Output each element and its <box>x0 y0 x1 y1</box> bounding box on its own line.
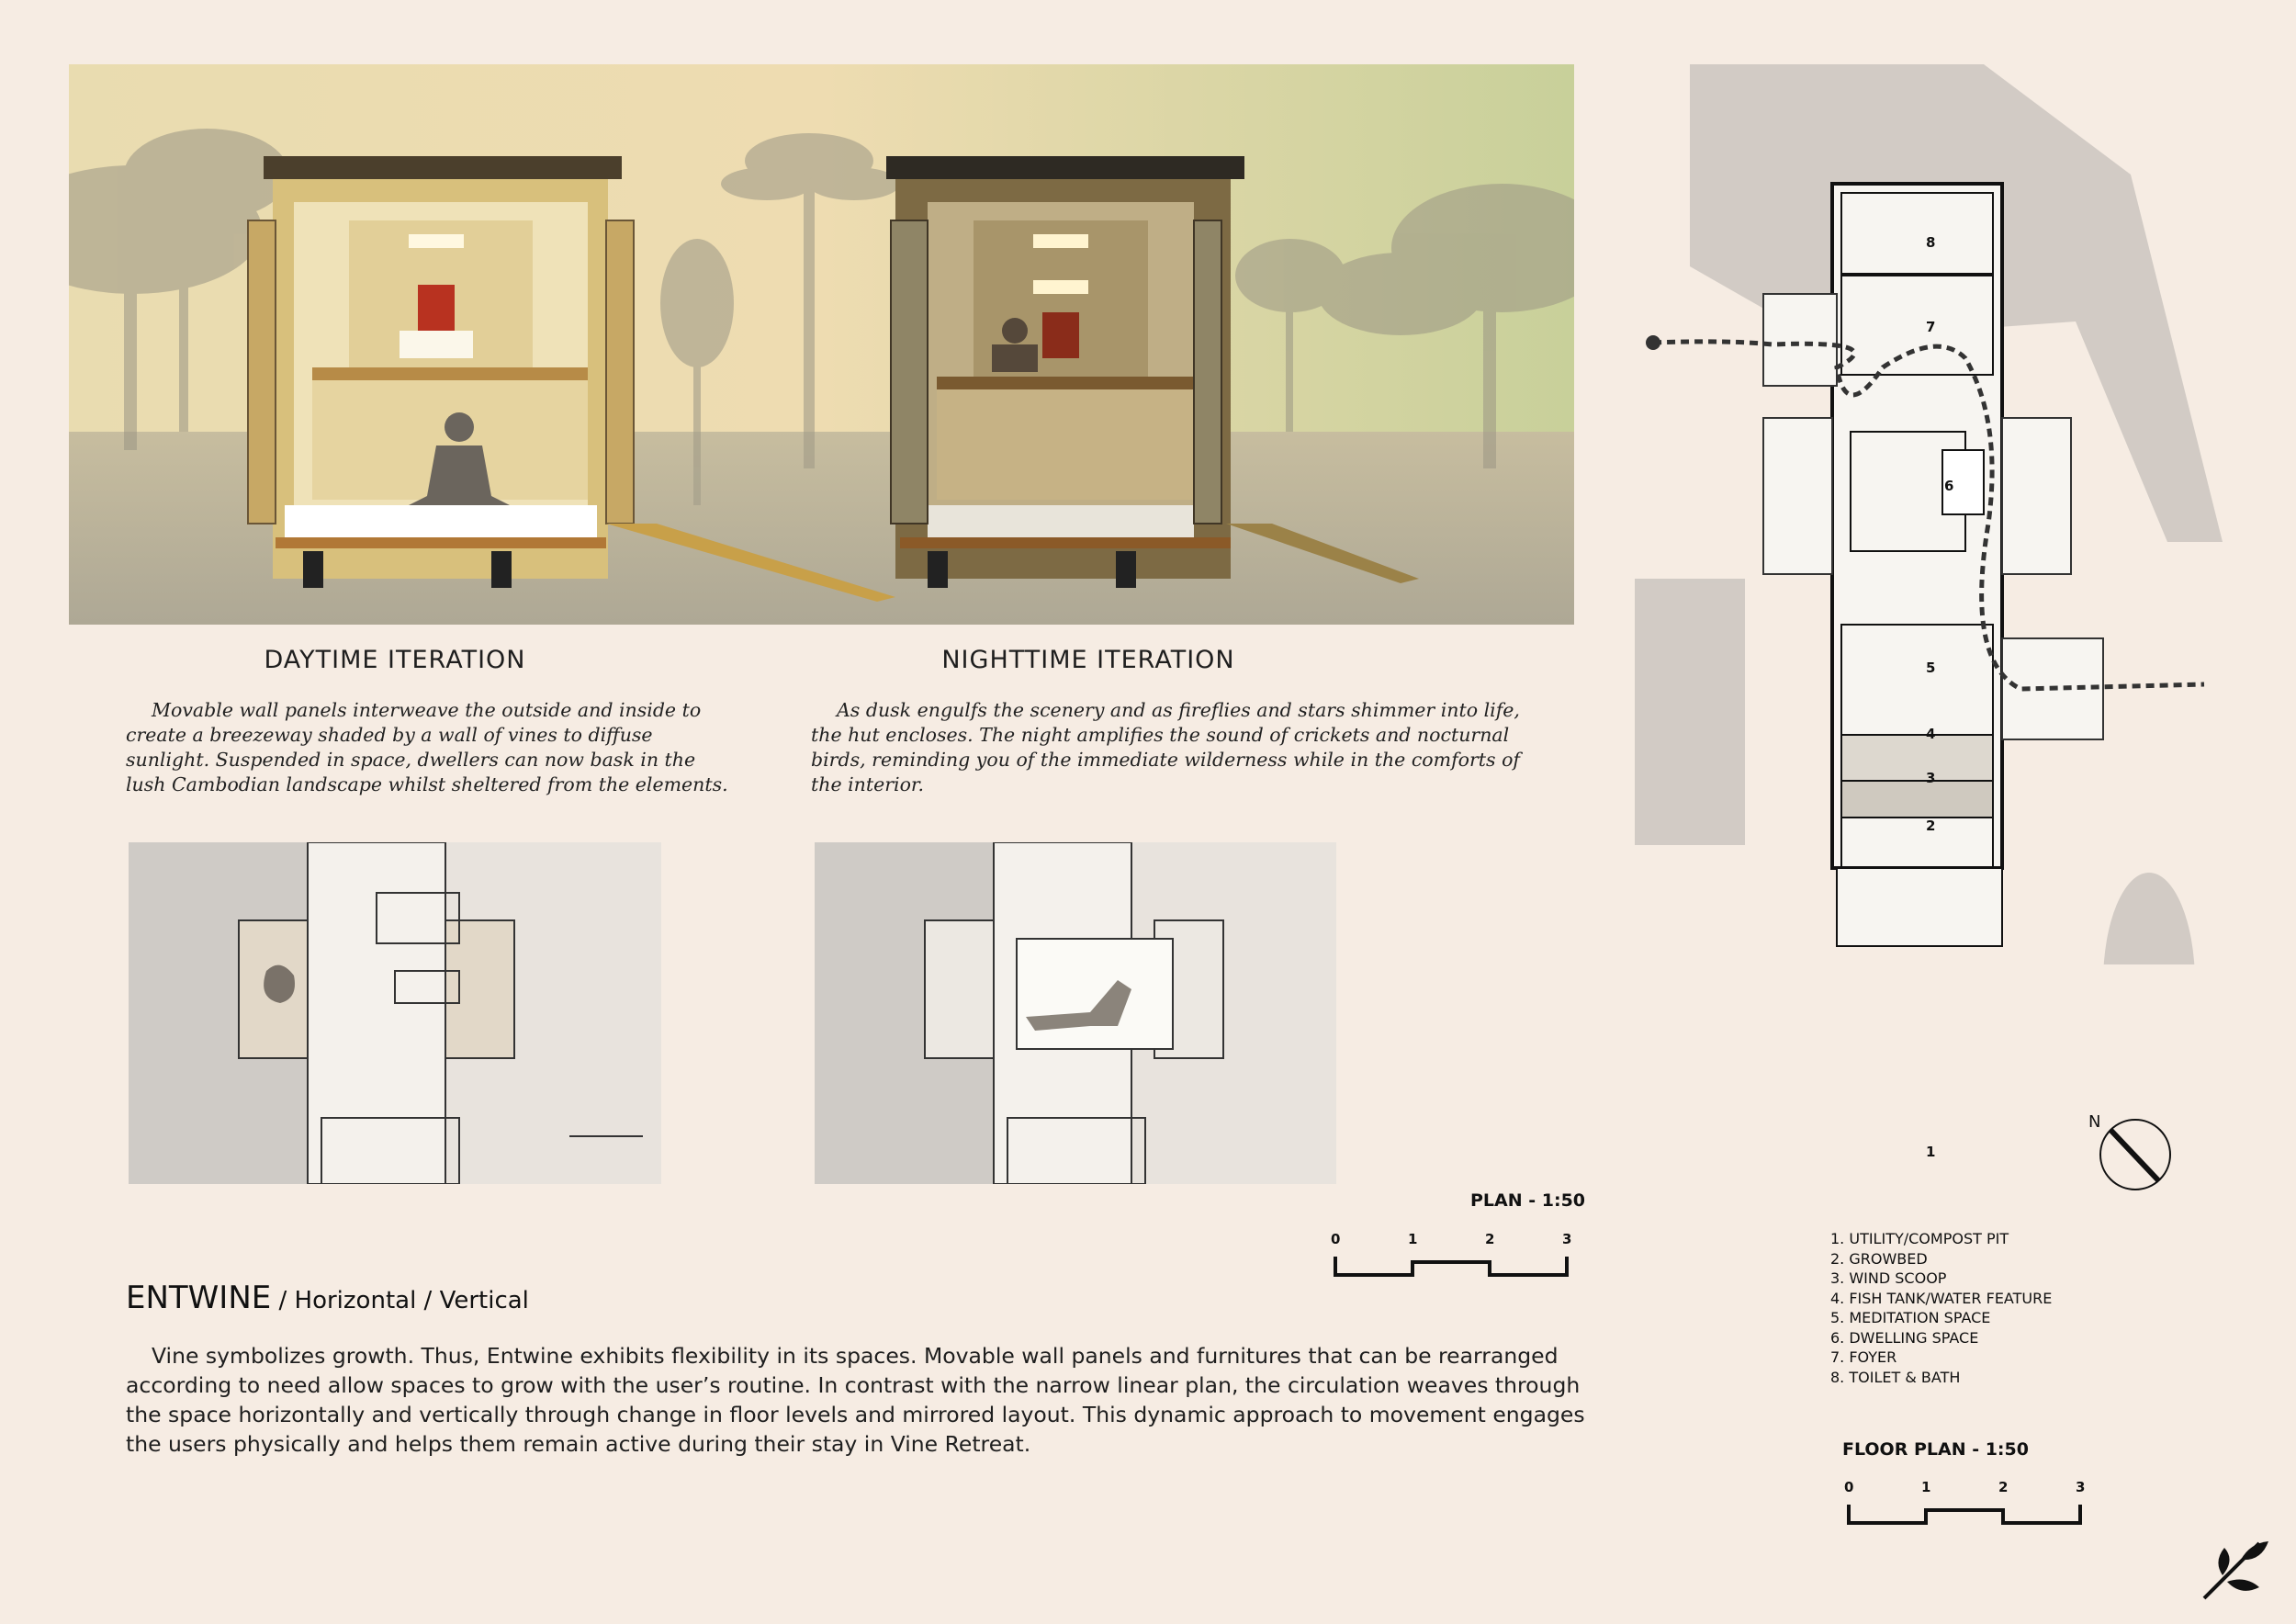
nighttime-caption-title: NIGHTTIME ITERATION <box>941 646 1235 674</box>
legend-item: 4. FISH TANK/WATER FEATURE <box>1830 1289 2053 1307</box>
legend-item: 6. DWELLING SPACE <box>1830 1328 1979 1347</box>
leaf-logo-icon <box>2195 1525 2278 1607</box>
room-number-5: 5 <box>1926 660 1936 676</box>
north-arrow-icon <box>2085 1107 2177 1199</box>
legend-item: 1. UTILITY/COMPOST PIT <box>1830 1230 2009 1247</box>
plan-scale-tick-1: 1 <box>1408 1231 1418 1247</box>
project-description: Vine symbolizes growth. Thus, Entwine exhibits flexibility in its spaces. Movable wall panels and furnitures that can be rearranged according to need allow spaces to grow with the user’s routine. In contrast with the narrow linear plan, the circulation weaves through the space horizontally and vertically through change in floor levels and mirrored layout. This dynamic approach to movement engages the users physically and helps them remain active during their stay in Vine Retreat. <box>126 1343 1585 1457</box>
floor-plan-legend <box>1830 1229 2052 1387</box>
floor-plan-scale-bar <box>1844 1497 2087 1527</box>
hero-scene <box>69 64 1574 625</box>
room-number-7: 7 <box>1926 319 1936 335</box>
plan-scale-bar <box>1331 1249 1573 1279</box>
plan-scale-label: PLAN - 1:50 <box>1470 1190 1586 1211</box>
nighttime-plan-drawing <box>815 842 1336 1184</box>
legend-item: 2. GROWBED <box>1830 1249 1928 1268</box>
room-number-8: 8 <box>1926 234 1936 251</box>
floor-plan <box>1635 64 2241 964</box>
floor-plan-scale-label: FLOOR PLAN - 1:50 <box>1842 1439 2029 1460</box>
floor-scale-tick-3: 3 <box>2076 1479 2086 1495</box>
daytime-plan-drawing <box>129 842 661 1184</box>
floor-scale-tick-2: 2 <box>1998 1479 2009 1495</box>
floor-scale-tick-0: 0 <box>1844 1479 1854 1495</box>
plan-scale-tick-2: 2 <box>1485 1231 1495 1247</box>
plan-scale-tick-3: 3 <box>1562 1231 1572 1247</box>
daytime-detail-plan <box>129 842 661 1184</box>
project-title <box>126 1280 529 1316</box>
project-subtitle: / Horizontal / Vertical <box>271 1287 529 1314</box>
room-number-6: 6 <box>1944 478 1954 494</box>
nighttime-caption-body: As dusk engulfs the scenery and as fireflies and stars shimmer into life, the hut encloses. The night amplifies the sound of crickets and nocturnal birds, reminding you of the immediate wilderness while in the comforts of the interior. <box>811 699 1521 795</box>
daytime-caption-title: DAYTIME ITERATION <box>264 646 526 674</box>
legend-item: 8. TOILET & BATH <box>1830 1368 1961 1386</box>
legend-item: 3. WIND SCOOP <box>1830 1269 1947 1287</box>
hero-rendering <box>69 64 1574 625</box>
room-number-1: 1 <box>1926 1144 1936 1160</box>
north-label: N <box>2088 1112 2101 1132</box>
room-number-2: 2 <box>1926 818 1936 834</box>
room-number-4: 4 <box>1926 726 1936 742</box>
floor-scale-tick-1: 1 <box>1921 1479 1931 1495</box>
plan-scale-tick-0: 0 <box>1331 1231 1341 1247</box>
project-name: ENTWINE <box>126 1280 272 1316</box>
room-number-3: 3 <box>1926 770 1936 786</box>
daytime-caption-body: Movable wall panels interweave the outside and inside to create a breezeway shaded by a wall of vines to diffuse sunlight. Suspended in space, dwellers can now bask in the lush Cambodian landscape whilst sheltered from the elements. <box>126 699 728 795</box>
legend-item: 7. FOYER <box>1830 1348 1897 1366</box>
legend-item: 5. MEDITATION SPACE <box>1830 1309 1991 1326</box>
nighttime-detail-plan <box>815 842 1336 1184</box>
